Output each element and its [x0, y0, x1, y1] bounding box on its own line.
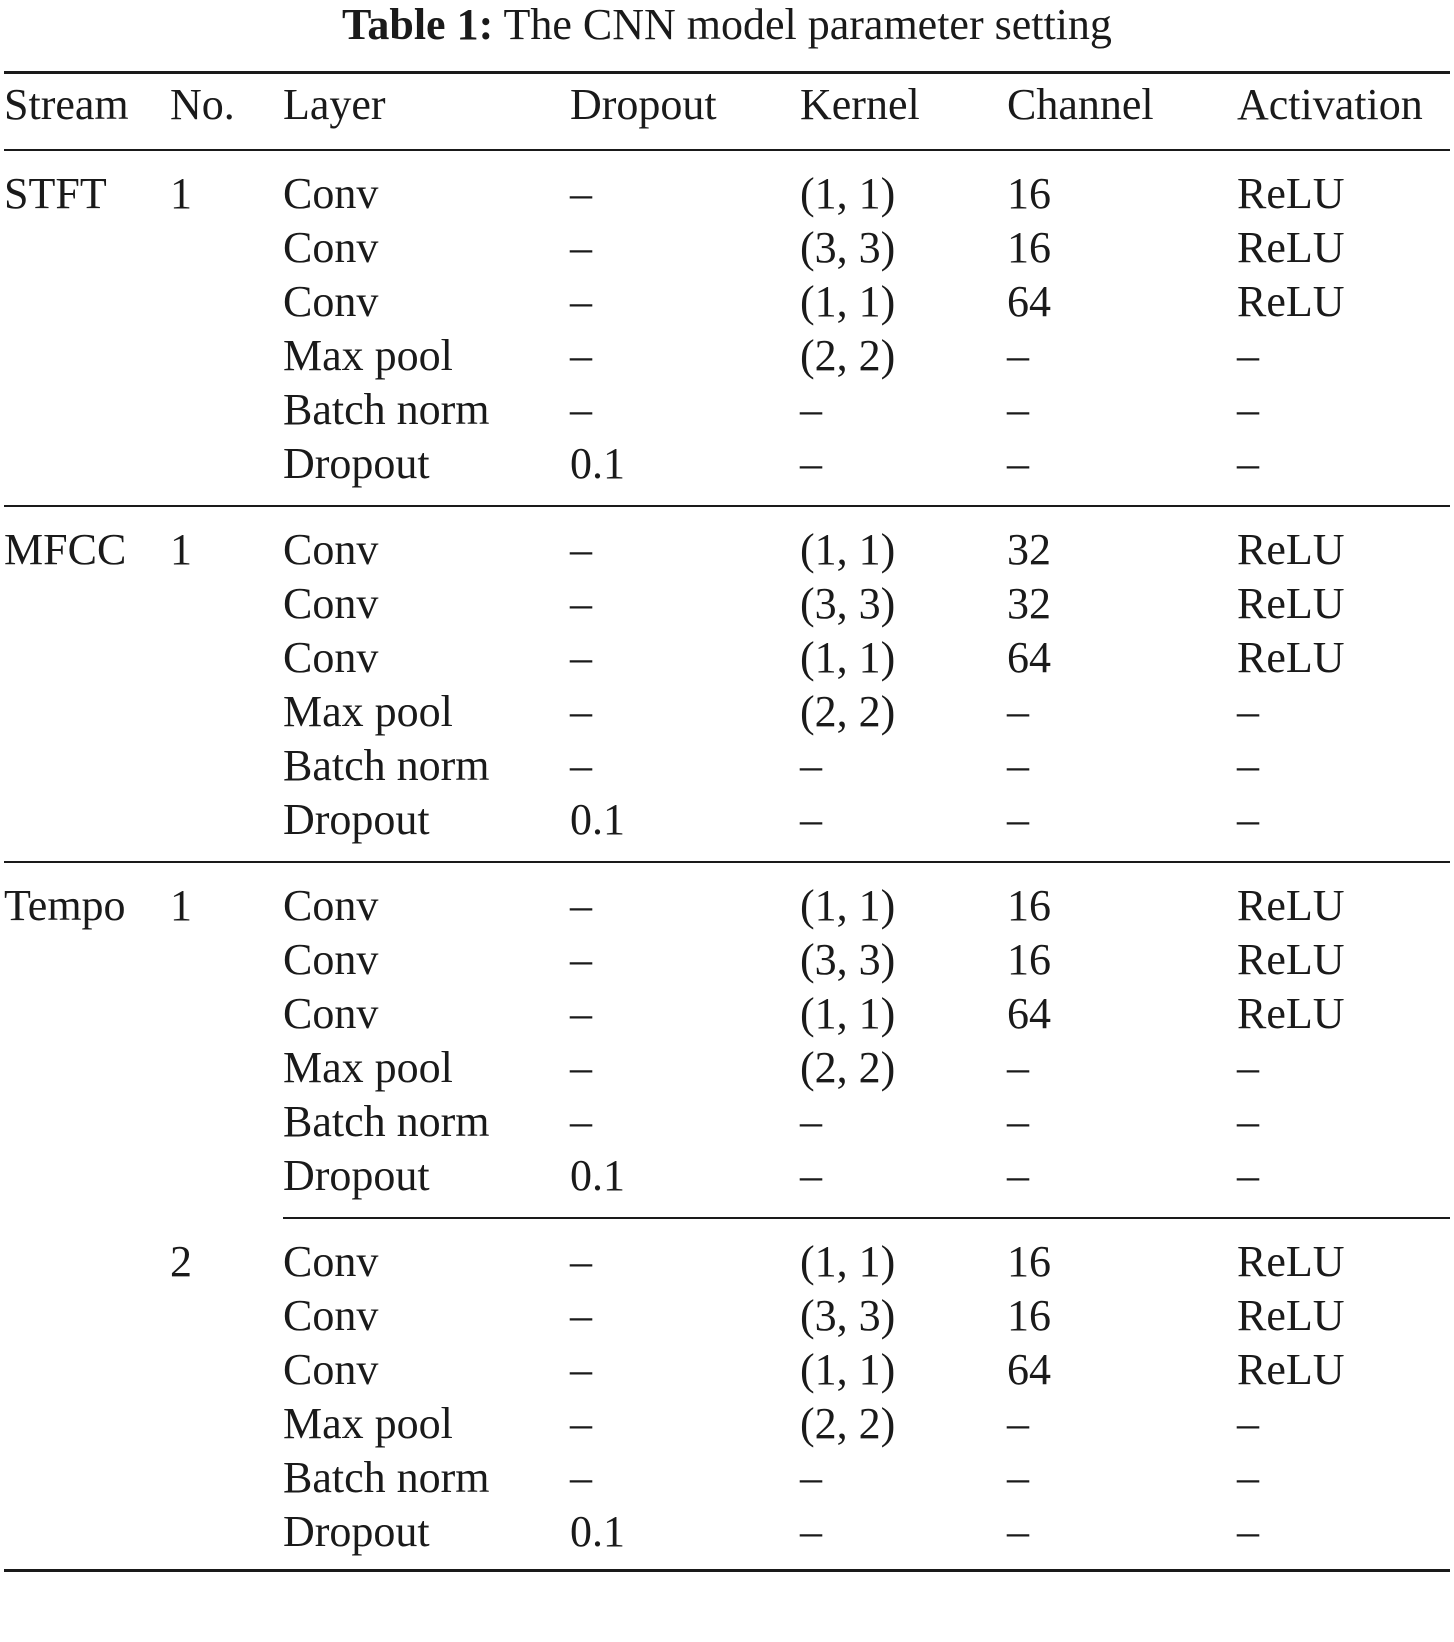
dropout-cell: – [570, 741, 592, 790]
block-number-cell: 2 [170, 1237, 192, 1286]
dropout-cell: – [570, 935, 592, 984]
kernel-cell: (3, 3) [800, 935, 896, 984]
layer-cell: Max pool [283, 1043, 453, 1092]
channel-cell: 64 [1007, 633, 1051, 682]
kernel-cell: (1, 1) [800, 633, 896, 682]
layer-cell: Batch norm [283, 1097, 490, 1146]
layer-cell: Batch norm [283, 741, 490, 790]
dropout-cell: 0.1 [570, 1507, 625, 1556]
channel-cell: – [1007, 1151, 1029, 1200]
channel-cell: – [1007, 795, 1029, 844]
kernel-cell: – [800, 1097, 822, 1146]
activation-cell: – [1237, 439, 1259, 488]
activation-cell: ReLU [1237, 169, 1345, 218]
dropout-cell: – [570, 1237, 592, 1286]
kernel-cell: (2, 2) [800, 687, 896, 736]
channel-cell: – [1007, 687, 1029, 736]
activation-cell: – [1237, 1043, 1259, 1092]
activation-cell: – [1237, 331, 1259, 380]
layer-cell: Dropout [283, 439, 430, 488]
header-rule [4, 149, 1450, 151]
kernel-cell: (1, 1) [800, 881, 896, 930]
kernel-cell: – [800, 741, 822, 790]
dropout-cell: – [570, 1097, 592, 1146]
activation-cell: – [1237, 1453, 1259, 1502]
kernel-cell: (1, 1) [800, 989, 896, 1038]
table-caption-label: Table 1: [342, 0, 494, 49]
layer-cell: Conv [283, 1345, 379, 1394]
layer-cell: Max pool [283, 331, 453, 380]
channel-cell: 16 [1007, 169, 1051, 218]
stream-cell: STFT [4, 169, 107, 218]
channel-cell: 64 [1007, 989, 1051, 1038]
activation-cell: – [1237, 1399, 1259, 1448]
block-separator-rule [283, 1217, 1450, 1219]
group-separator-rule [4, 861, 1450, 863]
kernel-cell: (3, 3) [800, 579, 896, 628]
channel-cell: – [1007, 1399, 1029, 1448]
layer-cell: Conv [283, 881, 379, 930]
stream-cell: MFCC [4, 525, 127, 574]
dropout-cell: – [570, 1399, 592, 1448]
activation-cell: – [1237, 741, 1259, 790]
dropout-cell: – [570, 385, 592, 434]
activation-cell: ReLU [1237, 525, 1345, 574]
dropout-cell: – [570, 223, 592, 272]
kernel-cell: – [800, 795, 822, 844]
dropout-cell: – [570, 1043, 592, 1092]
dropout-cell: 0.1 [570, 1151, 625, 1200]
channel-cell: 32 [1007, 579, 1051, 628]
layer-cell: Conv [283, 633, 379, 682]
channel-cell: 16 [1007, 935, 1051, 984]
layer-cell: Max pool [283, 687, 453, 736]
activation-cell: – [1237, 1097, 1259, 1146]
activation-cell: ReLU [1237, 223, 1345, 272]
channel-cell: 16 [1007, 1291, 1051, 1340]
block-number-cell: 1 [170, 169, 192, 218]
dropout-cell: – [570, 525, 592, 574]
dropout-cell: – [570, 331, 592, 380]
channel-cell: – [1007, 741, 1029, 790]
channel-cell: – [1007, 1453, 1029, 1502]
kernel-cell: – [800, 1151, 822, 1200]
kernel-cell: (1, 1) [800, 1345, 896, 1394]
layer-cell: Conv [283, 223, 379, 272]
header-no: No. [170, 80, 235, 129]
header-dropout: Dropout [570, 80, 717, 129]
kernel-cell: (2, 2) [800, 1043, 896, 1092]
dropout-cell: – [570, 1453, 592, 1502]
dropout-cell: – [570, 169, 592, 218]
channel-cell: 64 [1007, 1345, 1051, 1394]
kernel-cell: (1, 1) [800, 169, 896, 218]
layer-cell: Conv [283, 935, 379, 984]
kernel-cell: – [800, 1453, 822, 1502]
dropout-cell: – [570, 1291, 592, 1340]
activation-cell: – [1237, 795, 1259, 844]
table-bottom-rule [4, 1569, 1450, 1572]
channel-cell: – [1007, 1043, 1029, 1092]
kernel-cell: (3, 3) [800, 1291, 896, 1340]
layer-cell: Dropout [283, 1507, 430, 1556]
channel-cell: – [1007, 385, 1029, 434]
layer-cell: Dropout [283, 795, 430, 844]
dropout-cell: – [570, 579, 592, 628]
activation-cell: – [1237, 1151, 1259, 1200]
activation-cell: ReLU [1237, 277, 1345, 326]
kernel-cell: (1, 1) [800, 1237, 896, 1286]
header-stream: Stream [4, 80, 129, 129]
layer-cell: Dropout [283, 1151, 430, 1200]
layer-cell: Batch norm [283, 1453, 490, 1502]
channel-cell: – [1007, 439, 1029, 488]
layer-cell: Conv [283, 579, 379, 628]
layer-cell: Conv [283, 277, 379, 326]
dropout-cell: – [570, 633, 592, 682]
kernel-cell: (3, 3) [800, 223, 896, 272]
channel-cell: 16 [1007, 1237, 1051, 1286]
channel-cell: 32 [1007, 525, 1051, 574]
activation-cell: ReLU [1237, 1345, 1345, 1394]
activation-cell: ReLU [1237, 989, 1345, 1038]
activation-cell: ReLU [1237, 1291, 1345, 1340]
group-separator-rule [4, 505, 1450, 507]
kernel-cell: (2, 2) [800, 1399, 896, 1448]
kernel-cell: (1, 1) [800, 277, 896, 326]
block-number-cell: 1 [170, 881, 192, 930]
activation-cell: – [1237, 687, 1259, 736]
channel-cell: – [1007, 1507, 1029, 1556]
dropout-cell: – [570, 687, 592, 736]
table-top-rule [4, 71, 1450, 74]
activation-cell: – [1237, 385, 1259, 434]
dropout-cell: – [570, 1345, 592, 1394]
kernel-cell: (1, 1) [800, 525, 896, 574]
layer-cell: Max pool [283, 1399, 453, 1448]
layer-cell: Conv [283, 525, 379, 574]
layer-cell: Conv [283, 1237, 379, 1286]
activation-cell: ReLU [1237, 633, 1345, 682]
activation-cell: ReLU [1237, 1237, 1345, 1286]
channel-cell: 64 [1007, 277, 1051, 326]
kernel-cell: – [800, 439, 822, 488]
channel-cell: – [1007, 331, 1029, 380]
header-channel: Channel [1007, 80, 1154, 129]
channel-cell: 16 [1007, 881, 1051, 930]
activation-cell: – [1237, 1507, 1259, 1556]
table-caption-text: The CNN model parameter setting [503, 0, 1112, 49]
layer-cell: Batch norm [283, 385, 490, 434]
dropout-cell: – [570, 277, 592, 326]
kernel-cell: – [800, 385, 822, 434]
dropout-cell: 0.1 [570, 795, 625, 844]
header-layer: Layer [283, 80, 386, 129]
layer-cell: Conv [283, 1291, 379, 1340]
channel-cell: – [1007, 1097, 1029, 1146]
table-caption [0, 0, 1454, 50]
block-number-cell: 1 [170, 525, 192, 574]
activation-cell: ReLU [1237, 881, 1345, 930]
header-activation: Activation [1237, 80, 1423, 129]
channel-cell: 16 [1007, 223, 1051, 272]
dropout-cell: – [570, 989, 592, 1038]
activation-cell: ReLU [1237, 935, 1345, 984]
activation-cell: ReLU [1237, 579, 1345, 628]
kernel-cell: (2, 2) [800, 331, 896, 380]
kernel-cell: – [800, 1507, 822, 1556]
header-kernel: Kernel [800, 80, 920, 129]
dropout-cell: 0.1 [570, 439, 625, 488]
layer-cell: Conv [283, 989, 379, 1038]
layer-cell: Conv [283, 169, 379, 218]
dropout-cell: – [570, 881, 592, 930]
stream-cell: Tempo [4, 881, 126, 930]
